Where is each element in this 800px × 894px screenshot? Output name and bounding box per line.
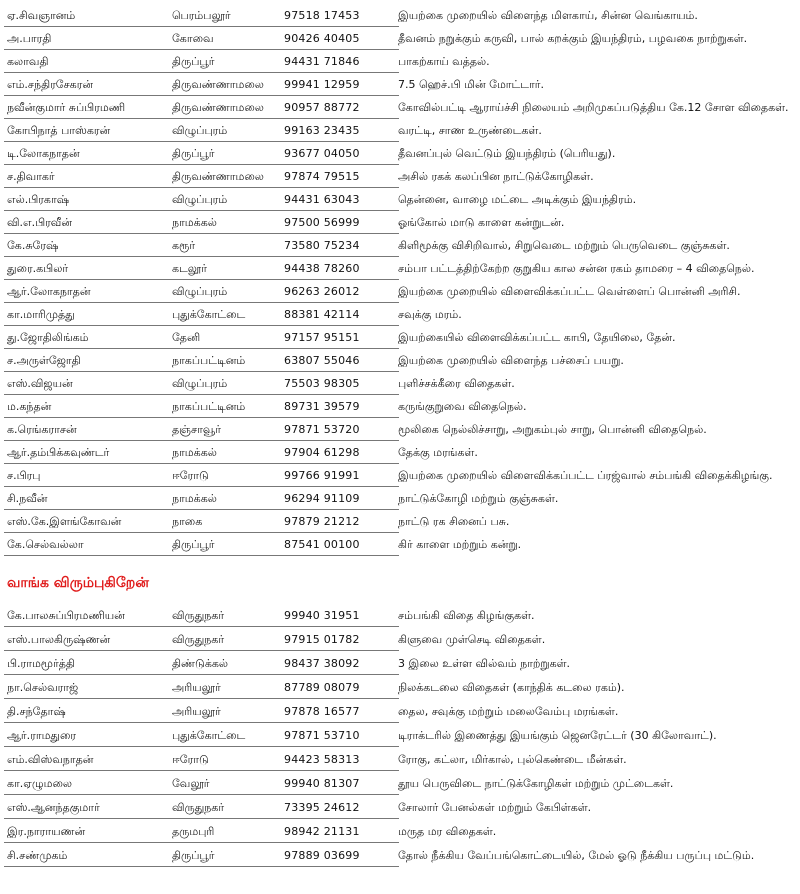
listing-description: சோலார் பேனல்கள் மற்றும் கேபிள்கள். (398, 801, 592, 814)
listing-name: எஸ்.பாலகிருஷ்ணன் (7, 633, 111, 646)
listing-phone: 99941 12959 (284, 78, 360, 91)
listing-phone: 94423 58313 (284, 753, 360, 766)
listing-place: நாமக்கல் (172, 216, 217, 229)
listing-description: டிராக்டரில் இணைத்து இயங்கும் ஜெனரேட்டர் (30 கிலோவாட்). (398, 729, 717, 742)
listing-name: து.ஜோதிலிங்கம் (7, 331, 89, 344)
listing-row (0, 372, 800, 395)
listing-phone: 89731 39579 (284, 400, 360, 413)
listing-place: கரூர் (172, 239, 196, 252)
listing-place: விழுப்புரம் (172, 285, 228, 298)
listing-row (0, 652, 800, 675)
listing-row (0, 326, 800, 349)
listing-phone: 99766 91991 (284, 469, 360, 482)
listing-description: தேக்கு மரங்கள். (398, 446, 478, 459)
listing-name: எஸ்.ஆனந்தகுமார் (7, 801, 100, 814)
listing-row (0, 820, 800, 843)
listing-phone: 97879 21212 (284, 515, 360, 528)
listing-phone: 96263 26012 (284, 285, 360, 298)
listing-description: ரோகு, கட்லா, மிர்கால், புல்கெண்டை மீன்கள். (398, 753, 627, 766)
listing-phone: 97889 03699 (284, 849, 360, 862)
listing-description: நாட்டுக்கோழி மற்றும் குஞ்சுகள். (398, 492, 559, 505)
listing-row (0, 73, 800, 96)
listing-row (0, 257, 800, 280)
listing-row (0, 96, 800, 119)
listing-name: இர.நாராயணன் (7, 825, 86, 838)
listing-place: தருமபுரி (172, 825, 215, 838)
listing-place: அரியலூர் (172, 705, 221, 718)
listing-row (0, 628, 800, 651)
listing-name: எல்.பிரகாஷ் (7, 193, 70, 206)
listing-description: 7.5 ஹெச்.பி மின் மோட்டார். (398, 78, 545, 91)
listing-description: சம்பங்கி விதை கிழங்குகள். (398, 609, 535, 622)
listing-name: எஸ்.கே.இளங்கோவன் (7, 515, 122, 528)
listing-name: கா.ஏழுமலை (7, 777, 72, 790)
listing-place: நாமக்கல் (172, 492, 217, 505)
listing-name: க.ரெங்கராசன் (7, 423, 77, 436)
listing-name: ம.கந்தன் (7, 400, 52, 413)
listing-row (0, 533, 800, 556)
listing-phone: 98437 38092 (284, 657, 360, 670)
listing-place: திருப்பூர் (172, 849, 215, 862)
listing-description: இயற்கை முறையில் விளைவிக்கப்பட்ட வெள்ளைப் பொன்னி அரிசி. (398, 285, 741, 298)
listing-phone: 97871 53720 (284, 423, 360, 436)
listing-place: விருதுநகர் (172, 633, 225, 646)
row-divider (4, 866, 399, 867)
listing-description: வரட்டி, சாண உருண்டைகள். (398, 124, 542, 137)
row-divider (4, 626, 399, 627)
listing-name: ச.அருள்ஜோதி (7, 354, 81, 367)
listing-row (0, 188, 800, 211)
listing-phone: 93677 04050 (284, 147, 360, 160)
listing-phone: 87789 08079 (284, 681, 360, 694)
listing-description: அசில் ரகக் கலப்பின நாட்டுக்கோழிகள். (398, 170, 594, 183)
listing-name: கே.பாலசுப்பிரமணியன் (7, 609, 125, 622)
listing-name: கே.செல்வல்லா (7, 538, 84, 551)
listing-place: புதுக்கோட்டை (172, 308, 246, 321)
listing-row (0, 119, 800, 142)
listing-place: ஈரோடு (172, 753, 209, 766)
listing-phone: 90426 40405 (284, 32, 360, 45)
listing-place: விருதுநகர் (172, 801, 225, 814)
listing-phone: 99163 23435 (284, 124, 360, 137)
listing-name: எம்.சந்திரசேகரன் (7, 78, 94, 91)
listing-phone: 75503 98305 (284, 377, 360, 390)
listing-place: திருவண்ணாமலை (172, 101, 264, 114)
row-divider (4, 842, 399, 843)
row-divider (4, 555, 399, 556)
listing-description: இயற்கை முறையில் விளைந்த மிளகாய், சின்ன வெங்காயம். (398, 9, 698, 22)
listing-phone: 88381 42114 (284, 308, 360, 321)
listing-place: நாகை (172, 515, 203, 528)
listing-phone: 97878 16577 (284, 705, 360, 718)
listing-name: ஆர்.தம்பிக்கவுண்டர் (7, 446, 110, 459)
row-divider (4, 770, 399, 771)
listing-description: கிளிமூக்கு விசிறிவால், சிறுவெடை மற்றும் பெருவெடை குஞ்சுகள். (398, 239, 730, 252)
listing-name: சி.சண்முகம் (7, 849, 68, 862)
row-divider (4, 818, 399, 819)
listing-description: நாட்டு ரக சினைப் பசு. (398, 515, 510, 528)
listing-place: நாகப்பட்டினம் (172, 400, 246, 413)
listing-description: கிர் காளை மற்றும் கன்று. (398, 538, 522, 551)
listing-description: தோல் நீக்கிய வேப்பங்கொட்டையில், மேல் ஓடு நீக்கிய பருப்பு மட்டும். (398, 849, 755, 862)
listing-description: தீவனம் நறுக்கும் கருவி, பால் கறக்கும் இயந்திரம், பழவகை நாற்றுகள். (398, 32, 748, 45)
listing-name: தி.சந்தோஷ் (7, 705, 66, 718)
listing-place: அரியலூர் (172, 681, 221, 694)
listing-name: ஆர்.ராமதுரை (7, 729, 77, 742)
listing-phone: 63807 55046 (284, 354, 360, 367)
listing-description: நிலக்கடலை விதைகள் (காந்திக் கடலை ரகம்). (398, 681, 625, 694)
listing-row (0, 165, 800, 188)
listing-place: வேலூர் (172, 777, 210, 790)
listing-place: திண்டுக்கல் (172, 657, 229, 670)
listing-row (0, 418, 800, 441)
listing-row (0, 796, 800, 819)
row-divider (4, 794, 399, 795)
listing-row (0, 772, 800, 795)
listing-phone: 99940 31951 (284, 609, 360, 622)
row-divider (4, 674, 399, 675)
listing-name: ச.திவாகர் (7, 170, 55, 183)
listing-description: மருத மர விதைகள். (398, 825, 497, 838)
listing-phone: 97874 79515 (284, 170, 360, 183)
listing-phone: 97500 56999 (284, 216, 360, 229)
listing-place: நாகப்பட்டினம் (172, 354, 246, 367)
listing-place: விழுப்புரம் (172, 193, 228, 206)
listing-name: நவீன்குமார் சுப்பிரமணி (7, 101, 126, 114)
listing-phone: 97915 01782 (284, 633, 360, 646)
listing-row (0, 303, 800, 326)
listing-row (0, 700, 800, 723)
listing-name: டி.லோகநாதன் (7, 147, 80, 160)
listing-phone: 73395 24612 (284, 801, 360, 814)
listing-description: தூய பெருவிடை நாட்டுக்கோழிகள் மற்றும் முட்டைகள். (398, 777, 674, 790)
listing-place: தேனி (172, 331, 201, 344)
listing-place: புதுக்கோட்டை (172, 729, 246, 742)
listing-phone: 98942 21131 (284, 825, 360, 838)
listing-row (0, 349, 800, 372)
listing-row (0, 234, 800, 257)
listing-name: துரை.கபிலர் (7, 262, 69, 275)
listing-phone: 90957 88772 (284, 101, 360, 114)
listing-row (0, 487, 800, 510)
listing-place: ஈரோடு (172, 469, 209, 482)
row-divider (4, 746, 399, 747)
listing-description: பாகற்காய் வத்தல். (398, 55, 490, 68)
listing-name: ஏ.சிவஞானம் (7, 9, 76, 22)
listing-phone: 94438 78260 (284, 262, 360, 275)
listing-phone: 99940 81307 (284, 777, 360, 790)
listing-description: சம்பா பட்டத்திற்கேற்ற குறுகிய கால சன்ன ரகம் தாமரை – 4 விதைநெல். (398, 262, 755, 275)
listing-place: தஞ்சாவூர் (172, 423, 221, 436)
listing-description: தீவனப்புல் வெட்டும் இயந்திரம் (பெரியது). (398, 147, 616, 160)
listing-description: இயற்கை முறையில் விளைந்த பச்சைப் பயறு. (398, 354, 624, 367)
listing-description: ஓங்கோல் மாடு காளை கன்றுடன். (398, 216, 565, 229)
listing-name: ஆர்.லோகநாதன் (7, 285, 91, 298)
listing-place: விருதுநகர் (172, 609, 225, 622)
listing-row (0, 464, 800, 487)
listing-place: திருப்பூர் (172, 55, 215, 68)
row-divider (4, 650, 399, 651)
listing-place: கோவை (172, 32, 214, 45)
listing-name: எம்.விஸ்வநாதன் (7, 753, 94, 766)
row-divider (4, 698, 399, 699)
listing-place: திருப்பூர் (172, 538, 215, 551)
listing-row (0, 510, 800, 533)
listing-row (0, 50, 800, 73)
listing-description: 3 இலை உள்ள வில்வம் நாற்றுகள். (398, 657, 571, 670)
listing-place: திருவண்ணாமலை (172, 78, 264, 91)
listing-phone: 96294 91109 (284, 492, 360, 505)
listing-name: கே.சுரேஷ் (7, 239, 59, 252)
listing-name: அ.பாரதி (7, 32, 52, 45)
row-divider (4, 722, 399, 723)
listing-row (0, 142, 800, 165)
listing-place: பெரம்பலூர் (172, 9, 231, 22)
listing-row (0, 676, 800, 699)
listing-phone: 94431 63043 (284, 193, 360, 206)
listing-description: மூலிகை நெல்லிச்சாறு, அறுகம்புல் சாறு, பொன்னி விதைநெல். (398, 423, 707, 436)
listing-phone: 87541 00100 (284, 538, 360, 551)
listing-phone: 97904 61298 (284, 446, 360, 459)
listing-place: நாமக்கல் (172, 446, 217, 459)
listing-description: தைல, சவுக்கு மற்றும் மலைவேம்பு மரங்கள். (398, 705, 619, 718)
buy-heading: வாங்க விரும்புகிறேன் (7, 575, 149, 591)
listing-row (0, 724, 800, 747)
listing-row (0, 280, 800, 303)
listing-row (0, 604, 800, 627)
listing-phone: 97871 53710 (284, 729, 360, 742)
listing-row (0, 4, 800, 27)
listing-name: ச.பிரபு (7, 469, 41, 482)
listing-place: கடலூர் (172, 262, 207, 275)
listing-place: விழுப்புரம் (172, 377, 228, 390)
listing-description: இயற்கை முறையில் விளைவிக்கப்பட்ட ப்ரஜ்வால் சம்பங்கி விதைக்கிழங்கு. (398, 469, 773, 482)
listing-name: சி.நவீன் (7, 492, 48, 505)
listing-row (0, 211, 800, 234)
listing-phone: 97157 95151 (284, 331, 360, 344)
listing-place: திருவண்ணாமலை (172, 170, 264, 183)
listing-name: எஸ்.விஜயன் (7, 377, 73, 390)
listing-row (0, 395, 800, 418)
listing-description: கோவில்பட்டி ஆராய்ச்சி நிலையம் அறிமுகப்படுத்திய கே.12 சோள விதைகள். (398, 101, 789, 114)
listing-name: கலாவதி (7, 55, 49, 68)
listing-place: விழுப்புரம் (172, 124, 228, 137)
listing-description: புளிச்சக்கீரை விதைகள். (398, 377, 515, 390)
listing-description: கிளுவை முள்செடி விதைகள். (398, 633, 546, 646)
listing-name: கோபிநாத் பாஸ்கரன் (7, 124, 111, 137)
listing-row (0, 27, 800, 50)
listing-description: தென்னை, வாழை மட்டை அடிக்கும் இயந்திரம். (398, 193, 637, 206)
listing-row (0, 844, 800, 867)
listing-name: வி.எ.பிரவீன் (7, 216, 73, 229)
listing-description: இயற்கையில் விளைவிக்கப்பட்ட காபி, தேயிலை, தேன். (398, 331, 676, 344)
listing-place: திருப்பூர் (172, 147, 215, 160)
listing-row (0, 441, 800, 464)
listing-phone: 73580 75234 (284, 239, 360, 252)
listing-row (0, 748, 800, 771)
listing-phone: 97518 17453 (284, 9, 360, 22)
listing-description: கருங்குறுவை விதைநெல். (398, 400, 527, 413)
listing-phone: 94431 71846 (284, 55, 360, 68)
listing-description: சவுக்கு மரம். (398, 308, 462, 321)
listing-name: கா.மாரிமுத்து (7, 308, 75, 321)
listing-name: பி.ராமமூர்த்தி (7, 657, 75, 670)
listing-name: நா.செல்வராஜ் (7, 681, 79, 694)
